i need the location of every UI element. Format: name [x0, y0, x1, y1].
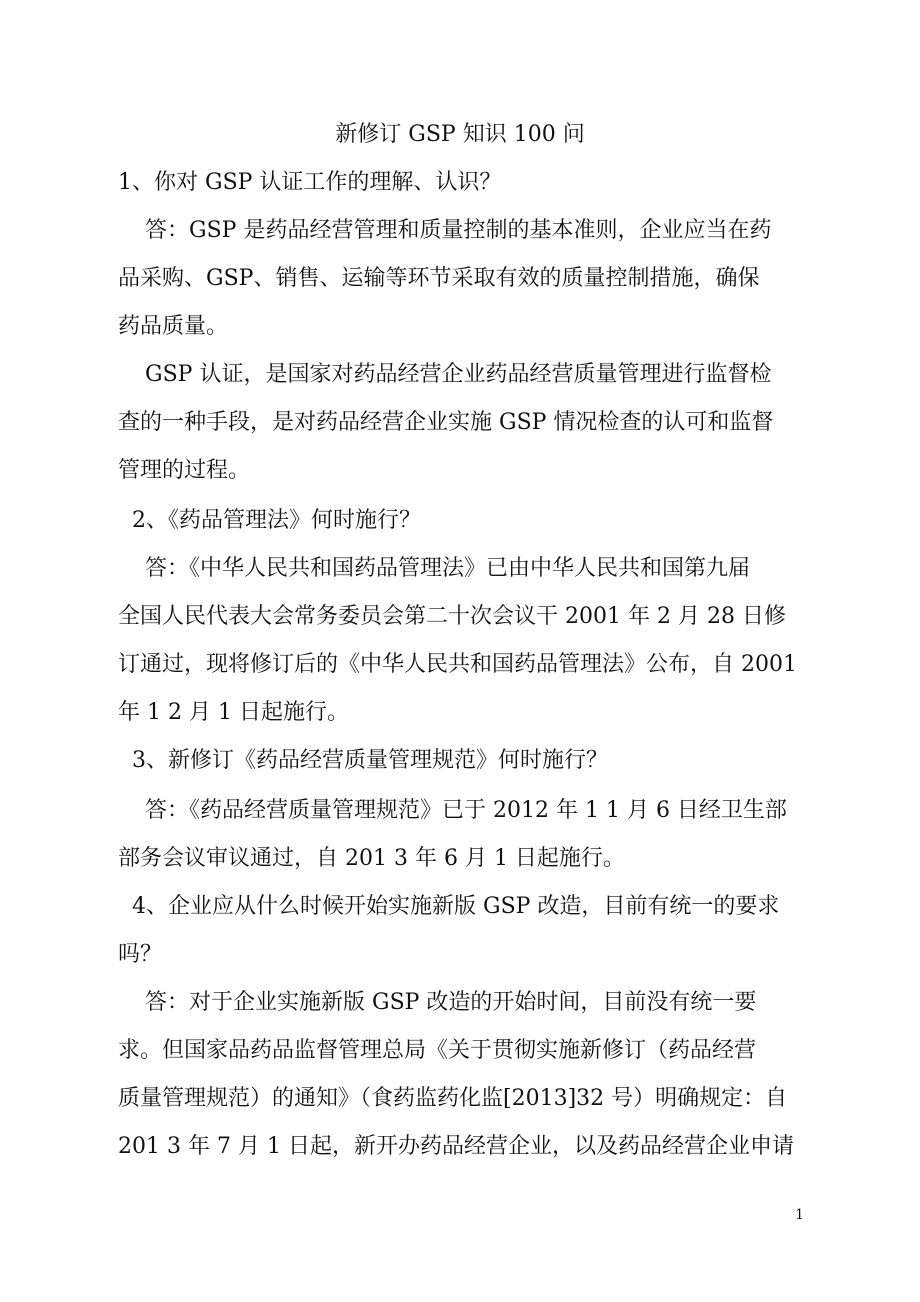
answer-2-line-3: 订通过，现将修订后的《中华人民共和国药品管理法》公布，自 2001 — [118, 652, 797, 677]
answer-4-line-3: 质量管理规范）的通知》（食药监药化监[2013]32 号）明确规定：自 — [118, 1086, 788, 1111]
answer-4-line-1: 答：对于企业实施新版 GSP 改造的开始时间，目前没有统一要 — [145, 990, 757, 1015]
question-2: 2、《药品管理法》何时施行？ — [132, 508, 421, 533]
question-4-line-1: 4、企业应从什么时候开始实施新版 GSP 改造，目前有统一的要求 — [132, 894, 780, 919]
answer-2-line-1: 答：《中华人民共和国药品管理法》已由中华人民共和国第九届 — [145, 556, 751, 581]
answer-2-line-2: 全国人民代表大会常务委员会第二十次会议干 2001 年 2 月 28 日修 — [118, 604, 786, 629]
answer-2-line-4: 年 1 2 月 1 日起施行。 — [118, 700, 349, 725]
document-title: 新修订 GSP 知识 100 问 — [335, 122, 585, 147]
answer-4-line-2: 求。但国家品药品监督管理总局《关于贯彻实施新修订（药品经营 — [118, 1038, 757, 1063]
question-4-line-2: 吗？ — [118, 942, 163, 967]
answer-1-line-2: 品采购、GSP、销售、运输等环节采取有效的质量控制措施，确保 — [118, 266, 760, 291]
answer-3-line-2: 部务会议审议通过，自 201 3 年 6 月 1 日起施行。 — [118, 846, 625, 871]
answer-1-line-6: 管理的过程。 — [118, 458, 251, 483]
question-3: 3、新修订《药品经营质量管理规范》何时施行？ — [132, 748, 608, 773]
answer-1-line-1: 答：GSP 是药品经营管理和质量控制的基本准则，企业应当在药 — [145, 218, 772, 243]
question-1: 1、你对 GSP 认证工作的理解、认识？ — [118, 170, 502, 195]
answer-1-line-4: GSP 认证，是国家对药品经营企业药品经营质量管理进行监督检 — [145, 362, 772, 387]
answer-1-line-5: 查的一种手段，是对药品经营企业实施 GSP 情况检查的认可和监督 — [118, 410, 774, 435]
page-number: 1 — [795, 1207, 804, 1223]
answer-4-line-4: 201 3 年 7 月 1 日起，新开办药品经营企业，以及药品经营企业申请 — [118, 1134, 794, 1159]
answer-1-line-3: 药品质量。 — [118, 314, 229, 339]
answer-3-line-1: 答：《药品经营质量管理规范》已于 2012 年 1 1 月 6 日经卫生部 — [145, 798, 787, 823]
